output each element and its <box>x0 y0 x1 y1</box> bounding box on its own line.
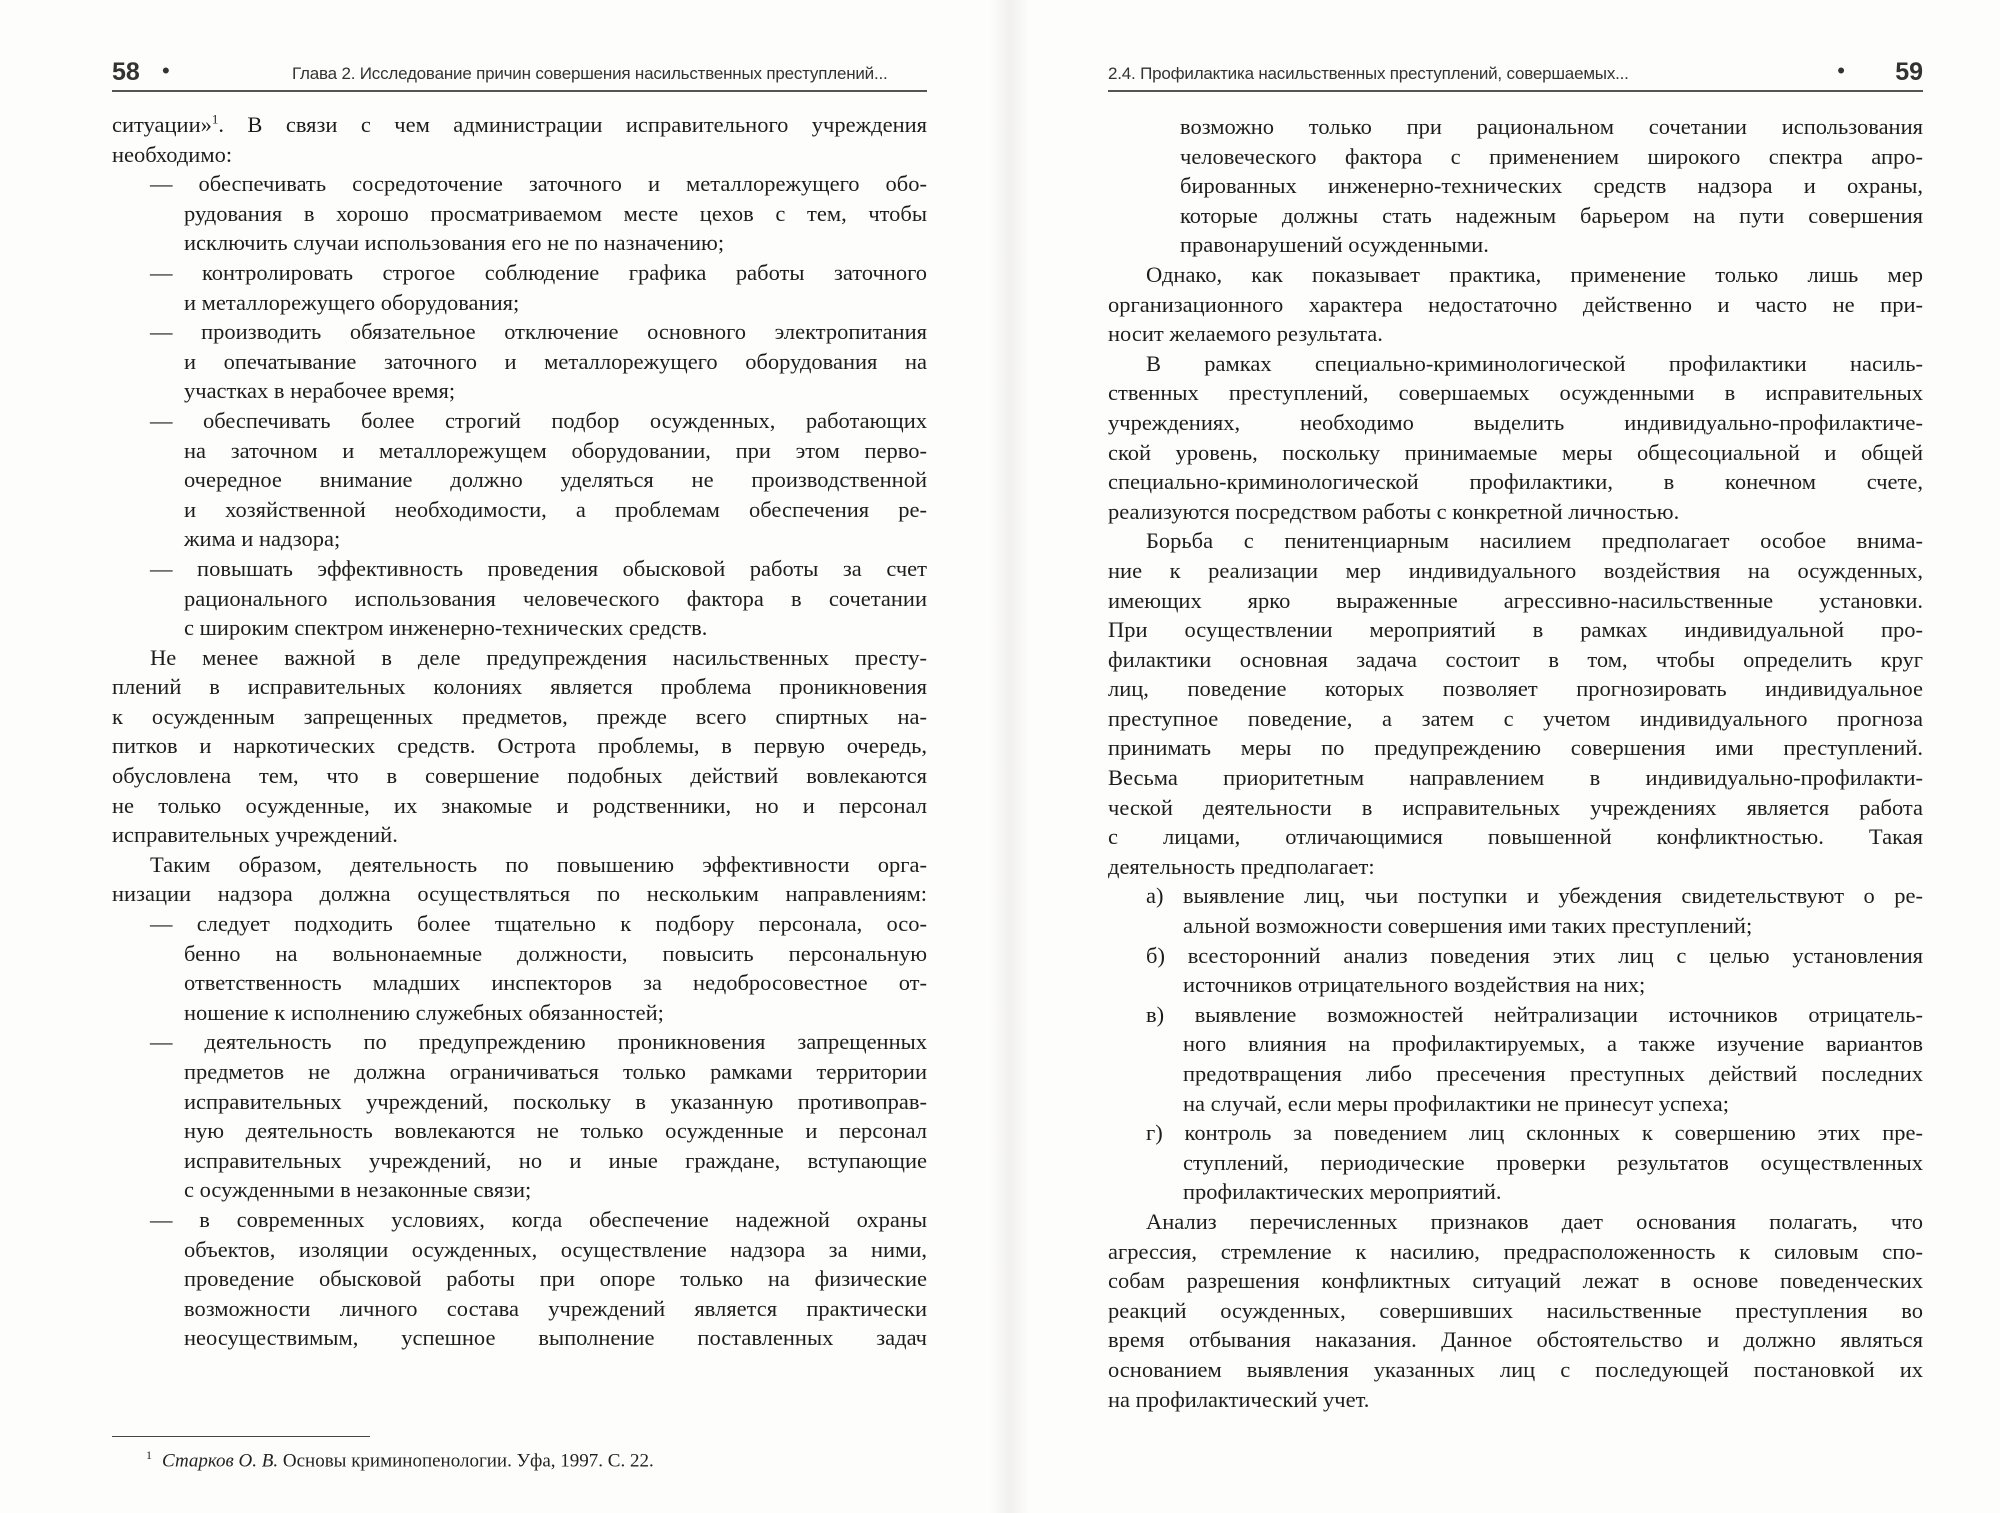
text-line <box>1108 1325 1923 1355</box>
text-run: и хозяйственной необходимости, а проблемам обеспечения ре- <box>184 496 927 522</box>
text-run: В рамках специально-криминологической профилактики насиль- <box>1146 350 1923 376</box>
text-line <box>112 554 927 584</box>
text-line <box>1108 467 1923 497</box>
text-line <box>1108 171 1923 201</box>
text-line <box>1108 319 1923 349</box>
text-line <box>112 1027 927 1057</box>
text-run: с осужденными в незаконные связи; <box>184 1177 532 1203</box>
text-run: низации надзора должна осуществляться по нескольким направлениям: <box>112 881 927 907</box>
text-line <box>112 1323 927 1353</box>
text-run: Однако, как показывает практика, применение только лишь мер <box>1146 261 1923 287</box>
text-run: — следует подходить более тщательно к подбору персонала, осо- <box>150 911 927 937</box>
text-line <box>112 820 927 850</box>
text-run: ответственность младших инспекторов за недобросовестное от- <box>184 970 927 996</box>
text-run: на случай, если меры профилактики не принесут успеха; <box>1183 1090 1729 1116</box>
text-run: реакций осужденных, совершивших насильственные преступления во <box>1108 1297 1923 1323</box>
text-line <box>112 909 927 939</box>
text-line <box>112 1087 927 1117</box>
header-bullet: • <box>1837 58 1845 83</box>
footnote <box>146 1448 654 1472</box>
text-line <box>112 436 927 466</box>
text-line <box>1108 1237 1923 1267</box>
text-line <box>1108 1059 1923 1089</box>
text-line <box>112 1294 927 1324</box>
text-run: предотвращения либо пресечения преступных действий последних <box>1183 1061 1923 1086</box>
text-line <box>112 228 927 258</box>
text-run: ской уровень, поскольку принимаемые меры общесоциальной и общей <box>1108 439 1923 465</box>
text-line <box>1108 260 1923 290</box>
text-run: правонарушений осужденными. <box>1180 232 1489 258</box>
text-line <box>112 968 927 998</box>
text-line <box>1108 349 1923 379</box>
text-line <box>1108 615 1923 645</box>
text-line <box>1108 526 1923 556</box>
text-run: с лицами, отличающимися повышенной конфликтностью. Такая <box>1108 824 1923 850</box>
text-run: на профилактический учет. <box>1108 1386 1370 1412</box>
text-line <box>112 495 927 525</box>
text-run: принимать меры по предупреждению совершения ими преступлений. <box>1108 735 1923 761</box>
text-line <box>1108 142 1923 172</box>
text-run: . В связи с чем администрации исправительного учреждения <box>218 112 927 137</box>
text-line <box>112 288 927 318</box>
text-run: исправительных учреждений, поскольку в указанную противоправ- <box>184 1088 927 1114</box>
text-line <box>1108 1000 1923 1030</box>
text-line <box>112 140 927 170</box>
text-run: ного влияния на профилактируемых, а также изучение вариантов <box>1183 1031 1923 1057</box>
text-line <box>1108 674 1923 704</box>
text-line <box>1108 852 1923 882</box>
text-line <box>112 998 927 1028</box>
text-run: к осужденным запрещенных предметов, прежде всего спиртных на- <box>112 703 927 729</box>
text-line <box>1108 497 1923 527</box>
text-run: и опечатывание заточного и металлорежущего оборудования на <box>184 348 927 374</box>
text-line <box>1108 201 1923 231</box>
text-run: исключить случаи использования его не по назначению; <box>184 230 725 256</box>
text-line <box>1108 1355 1923 1385</box>
text-run: — производить обязательное отключение основного электропитания <box>150 319 927 345</box>
text-line <box>1108 1148 1923 1178</box>
page-number: 58 <box>112 58 140 86</box>
text-run: деятельность предполагает: <box>1108 853 1375 879</box>
text-run: Не менее важной в деле предупреждения насильственных престу- <box>150 644 927 670</box>
text-run: неосуществимым, успешное выполнение поставленных задач <box>184 1325 927 1351</box>
text-run: возможности личного состава учреждений является практически <box>184 1295 927 1321</box>
text-line <box>1108 970 1923 1000</box>
text-run: — обеспечивать сосредоточение заточного и металлорежущего обо- <box>150 171 927 197</box>
text-run: Анализ перечисленных признаков дает основания полагать, что <box>1146 1208 1923 1234</box>
running-head: Глава 2. Исследование причин совершения насильственных преступлений... <box>292 64 888 83</box>
text-run: ственных преступлений, совершаемых осужденными в исправительных <box>1108 380 1923 406</box>
text-run: возможно только при рациональном сочетании использования <box>1180 114 1923 139</box>
text-line <box>1108 1177 1923 1207</box>
text-line <box>1108 556 1923 586</box>
text-line <box>1108 1089 1923 1119</box>
text-line <box>1108 822 1923 852</box>
text-run: филактики основная задача состоит в том, чтобы определить круг <box>1108 646 1923 672</box>
text-run: Таким образом, деятельность по повышению эффективности орга- <box>150 851 927 877</box>
running-head: 2.4. Профилактика насильственных преступлений, совершаемых... <box>1108 64 1629 83</box>
text-run: г) контроль за поведением лиц склонных к совершению этих пре- <box>1146 1120 1923 1146</box>
text-run: бенно на вольнонаемные должности, повысить персональную <box>184 940 927 966</box>
text-run: обусловлена тем, что в совершение подобных действий вовлекаются <box>112 763 927 789</box>
text-line <box>112 406 927 436</box>
text-line <box>112 1057 927 1087</box>
text-run: исправительных учреждений. <box>112 822 398 848</box>
text-line <box>112 465 927 495</box>
text-line <box>112 584 927 614</box>
text-run: ную деятельность вовлекаются не только осужденные и персонал <box>184 1118 927 1144</box>
text-line <box>1108 704 1923 734</box>
text-run: на заточном и металлорежущем оборудовании, при этом перво- <box>184 437 927 463</box>
text-line <box>1108 645 1923 675</box>
text-line <box>1108 881 1923 911</box>
text-line <box>112 879 927 909</box>
text-line <box>112 791 927 821</box>
text-run: альной возможности совершения ими таких преступлений; <box>1183 913 1753 939</box>
text-run: — контролировать строгое соблюдение графика работы заточного <box>150 259 927 285</box>
text-line <box>1108 1296 1923 1326</box>
text-line <box>112 110 927 140</box>
text-run: которые должны стать надежным барьером на пути совершения <box>1180 202 1923 228</box>
text-run: — деятельность по предупреждению проникновения запрещенных <box>150 1029 927 1055</box>
right-body-text <box>1108 112 1923 1414</box>
text-run: плений в исправительных колониях является проблема проникновения <box>112 674 927 700</box>
header-bullet: • <box>162 58 170 83</box>
text-line <box>112 850 927 880</box>
text-run: жима и надзора; <box>184 526 341 552</box>
text-run: основанием выявления указанных лиц с последующей постановкой их <box>1108 1356 1923 1382</box>
text-run: специально-криминологической профилактики, в конечном счете, <box>1108 469 1923 495</box>
text-run: Весьма приоритетным направлением в индивидуально-профилакти- <box>1108 765 1923 791</box>
text-line <box>112 1116 927 1146</box>
text-run: организационного характера недостаточно действенно и часто не при- <box>1108 291 1923 317</box>
text-line <box>1108 763 1923 793</box>
text-run: источников отрицательного воздействия на них; <box>1183 972 1646 998</box>
text-run: рационального использования человеческого фактора в сочетании <box>184 585 927 611</box>
text-line <box>1108 1207 1923 1237</box>
text-line <box>1108 1118 1923 1148</box>
text-line <box>112 1264 927 1294</box>
text-line <box>112 702 927 732</box>
text-line <box>112 939 927 969</box>
text-run: питков и наркотических средств. Острота проблемы, в первую очередь, <box>112 733 927 759</box>
text-run: собам разрешения конфликтных ситуаций лежат в основе поведенческих <box>1108 1268 1923 1294</box>
text-line <box>1108 408 1923 438</box>
text-line <box>1108 1266 1923 1296</box>
text-line <box>1108 230 1923 260</box>
text-run: ние к реализации мер индивидуального воздействия на осужденных, <box>1108 557 1923 583</box>
text-line <box>112 1205 927 1235</box>
text-run: б) всесторонний анализ поведения этих лиц с целью установления <box>1146 942 1923 968</box>
text-run: ношение к исполнению служебных обязанностей; <box>184 999 664 1025</box>
text-run: объектов, изоляции осужденных, осуществление надзора за ними, <box>184 1236 927 1262</box>
right-page <box>1000 0 2000 1513</box>
text-run: — обеспечивать более строгий подбор осужденных, работающих <box>150 407 927 433</box>
text-line <box>112 258 927 288</box>
text-line <box>112 1175 927 1205</box>
text-run: человеческого фактора с применением широкого спектра апро- <box>1180 143 1923 169</box>
text-line <box>112 761 927 791</box>
text-run: имеющих ярко выраженные агрессивно-насильственные установки. <box>1108 587 1923 613</box>
text-line <box>112 376 927 406</box>
left-page-header <box>112 58 927 92</box>
text-run: участках в нерабочее время; <box>184 378 456 404</box>
text-run: исправительных учреждений, но и иные граждане, вступающие <box>184 1147 927 1173</box>
text-line <box>112 672 927 702</box>
text-run: При осуществлении мероприятий в рамках индивидуальной про- <box>1108 617 1923 643</box>
text-line <box>1108 793 1923 823</box>
text-run: бированных инженерно-технических средств надзора и охраны, <box>1180 173 1923 199</box>
text-run: предметов не должна ограничиваться только рамками территории <box>184 1059 927 1084</box>
text-run: необходимо: <box>112 141 233 167</box>
text-run: с широким спектром инженерно-технических средств. <box>184 615 708 641</box>
text-line <box>112 731 927 761</box>
text-run: носит желаемого результата. <box>1108 321 1383 347</box>
text-line <box>112 199 927 229</box>
text-run: — в современных условиях, когда обеспечение надежной охраны <box>150 1206 927 1232</box>
text-line <box>1108 378 1923 408</box>
text-line <box>112 169 927 199</box>
text-run: рудования в хорошо просматриваемом месте цехов с тем, чтобы <box>184 200 927 226</box>
text-run: Борьба с пенитенциарным насилием предполагает особое внима- <box>1146 528 1923 554</box>
text-run: а) выявление лиц, чьи поступки и убеждения свидетельствуют о ре- <box>1146 883 1923 909</box>
text-run: ческой деятельности в исправительных учреждениях является работа <box>1108 794 1923 820</box>
text-run: преступное поведение, а затем с учетом индивидуального прогноза <box>1108 705 1923 731</box>
text-line <box>1108 1029 1923 1059</box>
footnote-rule <box>112 1436 370 1437</box>
text-run: ситуации» <box>112 112 212 137</box>
text-run: ступлений, периодические проверки результатов осуществленных <box>1183 1149 1923 1175</box>
text-run: агрессия, стремление к насилию, предрасположенность к силовым спо- <box>1108 1238 1923 1264</box>
text-line <box>1108 1385 1923 1415</box>
text-run: не только осужденные, их знакомые и родственники, но и персонал <box>112 792 927 818</box>
text-run: — повышать эффективность проведения обысковой работы за счет <box>150 555 927 581</box>
text-line <box>112 1146 927 1176</box>
text-line <box>1108 112 1923 142</box>
text-line <box>1108 586 1923 616</box>
right-page-header <box>1108 58 1923 92</box>
left-body-text <box>112 110 927 1353</box>
text-line <box>1108 911 1923 941</box>
footnote-author: Старков О. В. <box>162 1450 279 1472</box>
text-run: проведение обысковой работы при опоре только на физические <box>184 1266 927 1292</box>
page-number: 59 <box>1895 58 1923 86</box>
text-line <box>112 1235 927 1265</box>
text-run: очередное внимание должно уделяться не производственной <box>184 467 927 493</box>
text-run: в) выявление возможностей нейтрализации источников отрицатель- <box>1146 1001 1923 1027</box>
text-line <box>112 524 927 554</box>
text-line <box>112 613 927 643</box>
text-run: учреждениях, необходимо выделить индивидуально-профилактиче- <box>1108 409 1923 435</box>
footnote-text: Основы криминопенологии. Уфа, 1997. С. 22. <box>278 1450 654 1472</box>
text-run: и металлорежущего оборудования; <box>184 289 520 315</box>
text-run: профилактических мероприятий. <box>1183 1179 1502 1205</box>
text-run: лиц, поведение которых позволяет прогнозировать индивидуальное <box>1108 676 1923 702</box>
text-line <box>1108 438 1923 468</box>
text-line <box>1108 941 1923 971</box>
footnote-mark: 1 <box>146 1448 152 1462</box>
text-line <box>112 347 927 377</box>
text-run: время отбывания наказания. Данное обстоятельство и должно являться <box>1108 1327 1923 1353</box>
text-line <box>1108 290 1923 320</box>
text-line <box>112 643 927 673</box>
text-line <box>112 317 927 347</box>
footnote-reference: 1 <box>211 111 219 127</box>
text-run: реализуются посредством работы с конкретной личностью. <box>1108 498 1680 524</box>
text-line <box>1108 733 1923 763</box>
